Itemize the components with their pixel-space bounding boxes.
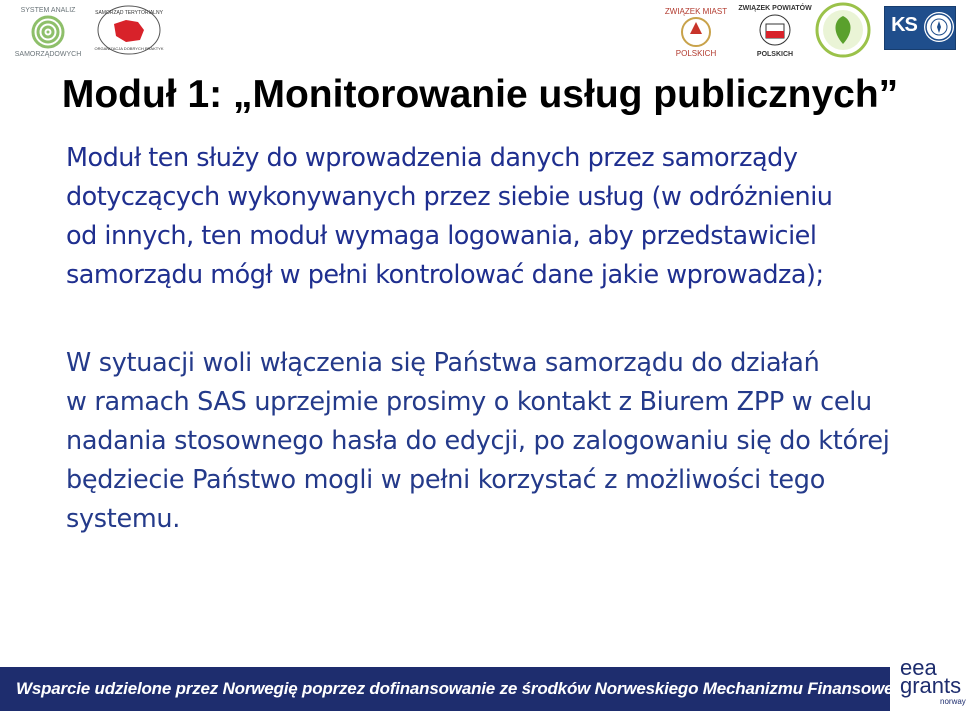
paragraph-1-line: od innych, ten moduł wymaga logowania, aby przedstawiciel: [66, 221, 817, 251]
eea-grants-logo-line2: grants: [900, 673, 962, 698]
terytorialny-logo-line1: SAMORZĄD TERYTORIALNY: [95, 10, 163, 16]
paragraph-2-line: w ramach SAS uprzejmie prosimy o kontakt z Biurem ZPP w celu: [66, 387, 872, 417]
sas-logo: [8, 2, 88, 58]
samorzad-terytorialny-logo: [96, 4, 162, 56]
paragraph-1-line: Moduł ten służy do wprowadzenia danych przez samorządy: [66, 143, 798, 173]
ks-seal-icon: [924, 12, 954, 42]
sas-logo-line1: SYSTEM ANALIZ: [20, 7, 76, 14]
miast-logo-line1: ZWIĄZEK MIAST: [664, 7, 728, 16]
paragraph-1-line: dotyczących wykonywanych przez siebie usług (w odróżnieniu: [66, 182, 833, 212]
footer-text: Wsparcie udzielone przez Norwegię poprzez dofinansowanie ze środków Norweskiego Mechanizmu Finansowego: [16, 679, 914, 698]
terytorialny-logo-line2: ORGANIZACJA DOBRYCH PRAKTYK: [94, 46, 164, 51]
sas-logo-line2: SAMORZĄDOWYCH: [14, 51, 82, 58]
paragraph-1-line: samorządu mógł w pełni kontrolować dane jakie wprowadza);: [66, 260, 824, 290]
paragraph-2-line: nadania stosownego hasła do edycji, po zalogowaniu się do której: [66, 426, 890, 456]
eea-grants-logo-line3: norway: [940, 697, 966, 706]
paragraph-2-line: W sytuacji woli włączenia się Państwa samorządu do działań: [66, 348, 820, 378]
ks-logo: [884, 6, 956, 50]
powiatow-logo-line1: ZWIĄZEK POWIATÓW: [738, 5, 812, 12]
eea-grants-logo: [896, 655, 966, 711]
eea-grants-logo-line1: eea: [900, 655, 937, 680]
slide-title: Moduł 1: „Monitorowanie usług publicznych”: [61, 73, 899, 116]
paragraph-2-line: systemu.: [66, 504, 181, 534]
paragraph-2-line: będziecie Państwo mogli w pełni korzystać z możliwości tego: [66, 465, 825, 495]
zwiazek-miast-polskich-logo: [660, 4, 732, 58]
zwiazek-powiatow-polskich-logo: [738, 0, 812, 58]
powiatow-logo-line2: POLSKICH: [756, 51, 794, 58]
paragraph-2: [66, 344, 890, 539]
paragraph-1: [66, 139, 832, 295]
footer-bar: [0, 667, 914, 711]
miast-logo-line2: POLSKICH: [675, 49, 717, 58]
green-circle-logo: [814, 2, 872, 58]
ks-logo-text: KS: [891, 14, 917, 36]
